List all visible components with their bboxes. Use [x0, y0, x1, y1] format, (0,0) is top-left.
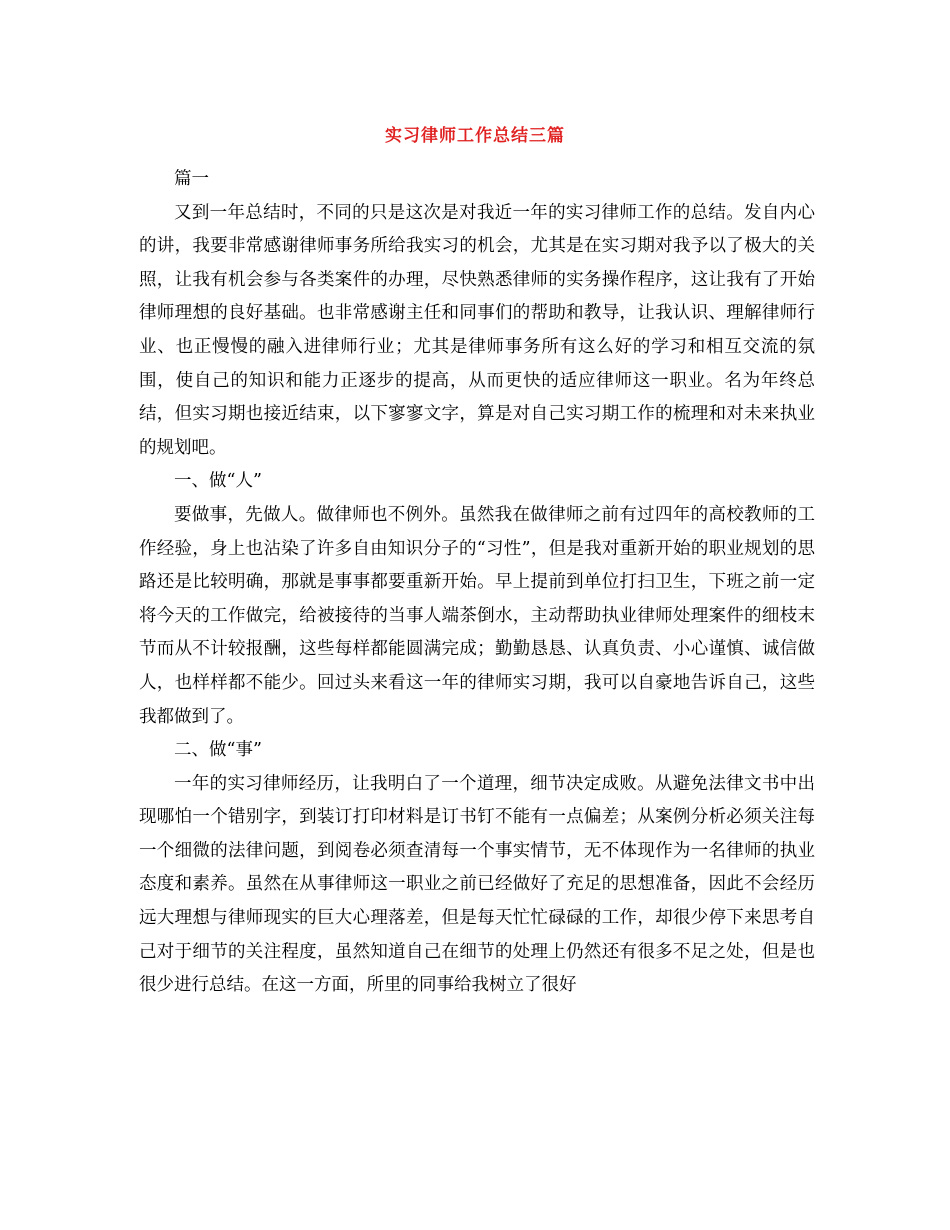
document-title: 实习律师工作总结三篇 [385, 126, 565, 146]
document-body [139, 163, 815, 1003]
be-person-paragraph: 要做事，先做人。做律师也不例外。虽然我在做律师之前有过四年的高校教师的工作经验，身上也沾染了许多自由知识分子的“习性”，但是我对重新开始的职业规划的思路还是比较明确，那就是事事都要重新开始。早上提前到单位打扫卫生，下班之前一定将今天的工作做完，给被接待的当事人端茶倒水，主动帮助执业律师处理案件的细枝末节而从不计较报酬，这些每样都能圆满完成；勤勤恳恳、认真负责、小心谨慎、诚信做人，也样样都不能少。回过头来看这一年的律师实习期，我可以自豪地告诉自己，这些我都做到了。 [139, 504, 815, 727]
intro-paragraph: 又到一年总结时，不同的只是这次是对我近一年的实习律师工作的总结。发自内心的讲，我要非常感谢律师事务所给我实习的机会，尤其是在实习期对我予以了极大的关照，让我有机会参与各类案件的办理，尽快熟悉律师的实务操作程序，这让我有了开始律师理想的良好基础。也非常感谢主任和同事们的帮助和教导，让我认识、理解律师行业、也正慢慢的融入进律师行业；尤其是律师事务所有这么好的学习和相互交流的氛围，使自己的知识和能力正逐步的提高，从而更快的适应律师这一职业。名为年终总结，但实习期也接近结束，以下寥寥文字，算是对自己实习期工作的梳理和对未来执业的规划吧。 [139, 202, 815, 458]
section-heading-do-work: 二、做“事” [174, 740, 262, 761]
section-heading-be-person: 一、做“人” [174, 471, 262, 492]
do-work-paragraph: 一年的实习律师经历，让我明白了一个道理，细节决定成败。从避免法律文书中出现哪怕一个错别字，到装订打印材料是订书钉不能有一点偏差；从案例分析必须关注每一个细微的法律问题，到阅卷必须查清每一个事实情节，无不体现作为一名律师的执业态度和素养。虽然在从事律师这一职业之前已经做好了充足的思想准备，因此不会经历远大理想与律师现实的巨大心理落差，但是每天忙忙碌碌的工作，却很少停下来思考自己对于细节的关注程度，虽然知道自己在细节的处理上仍然还有很多不足之处，但是也很少进行总结。在这一方面，所里的同事给我树立了很好 [139, 773, 815, 996]
section-heading-part-one: 篇一 [174, 169, 209, 189]
